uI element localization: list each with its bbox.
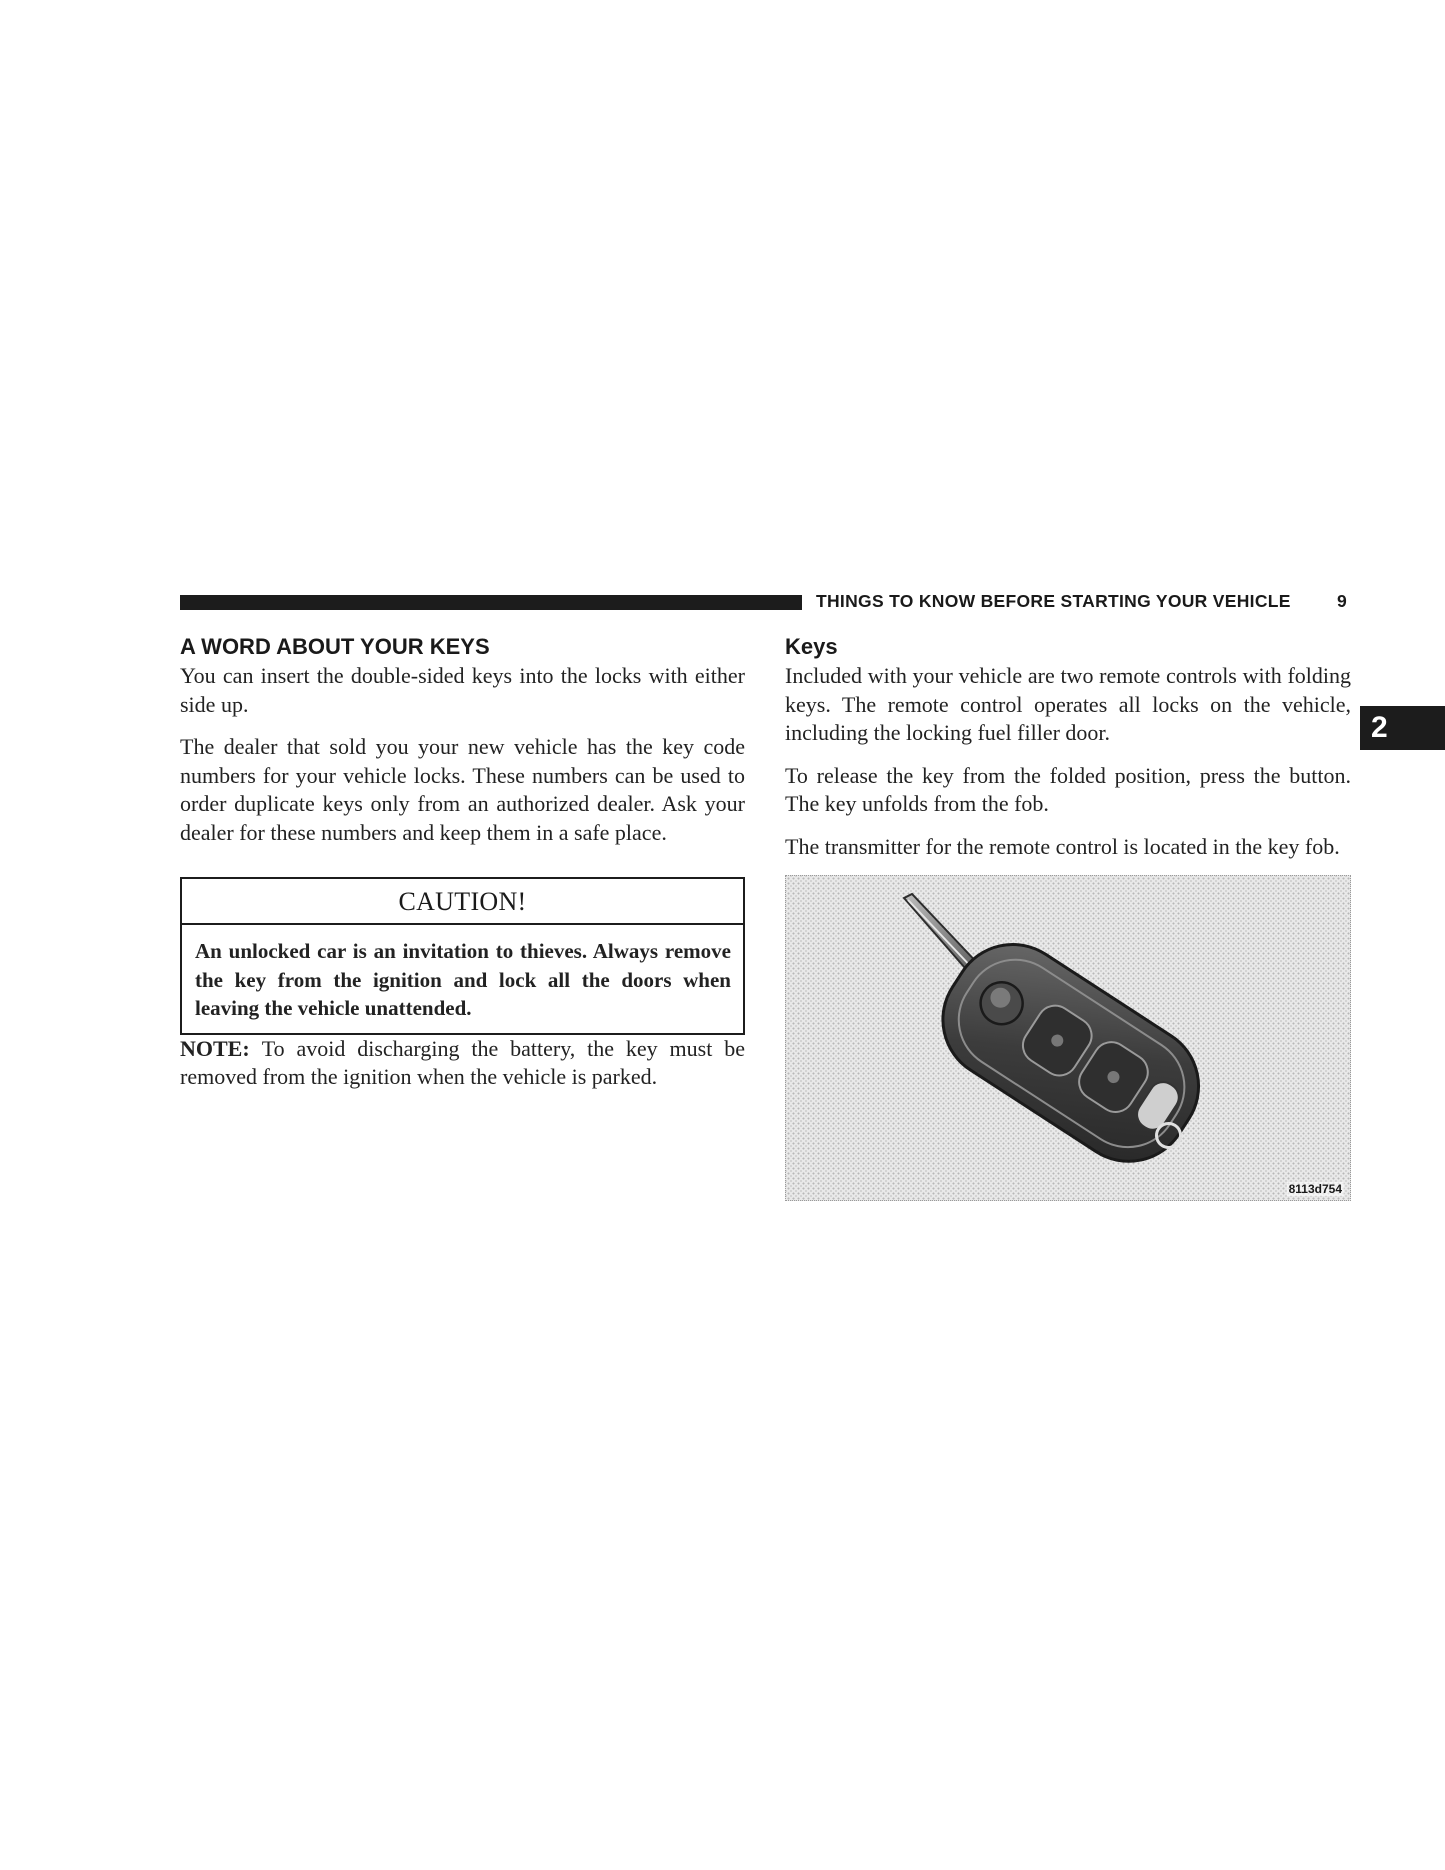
caution-title: CAUTION!: [182, 879, 743, 925]
key-fob-figure: [785, 875, 1351, 1201]
figure-code-label: 8113d754: [1288, 1182, 1342, 1196]
header-rule: [180, 595, 802, 610]
paragraph-key-code-numbers: The dealer that sold you your new vehicle has the key code numbers for your vehicle locks. These numbers can be used to order duplicate keys only from an authorized dealer. Ask your dealer for these numbers and keep them in a safe place.: [180, 734, 745, 845]
left-column: [180, 632, 745, 1106]
key-fob-illustration-icon: [786, 876, 1351, 1201]
section-heading-keys: Keys: [785, 634, 838, 659]
note-label: NOTE:: [180, 1035, 250, 1061]
note-paragraph: [180, 1035, 745, 1092]
note-text: To avoid discharging the battery, the key must be removed from the ignition when the vehicle is parked.: [180, 1035, 745, 1089]
section-header-title: THINGS TO KNOW BEFORE STARTING YOUR VEHICLE: [816, 591, 1291, 611]
page-number: 9: [1337, 591, 1347, 611]
section-heading-keys-word: A WORD ABOUT YOUR KEYS: [180, 634, 490, 659]
paragraph-transmitter: The transmitter for the remote control is located in the key fob.: [785, 833, 1340, 859]
paragraph-remote-controls: Included with your vehicle are two remote controls with folding keys. The remote control operates all locks on the vehicle, including the locking fuel filler door.: [785, 663, 1351, 745]
paragraph-double-sided-keys: You can insert the double-sided keys into the locks with either side up.: [180, 663, 745, 717]
caution-text: An unlocked car is an invitation to thieves. Always remove the key from the ignition and lock all the doors when leaving the vehicle unattended.: [195, 939, 731, 1020]
right-column: [785, 632, 1351, 1201]
caution-box: [180, 877, 745, 1035]
paragraph-release-key: To release the key from the folded position, press the button. The key unfolds from the fob.: [785, 762, 1351, 816]
chapter-tab: 2: [1360, 706, 1445, 750]
